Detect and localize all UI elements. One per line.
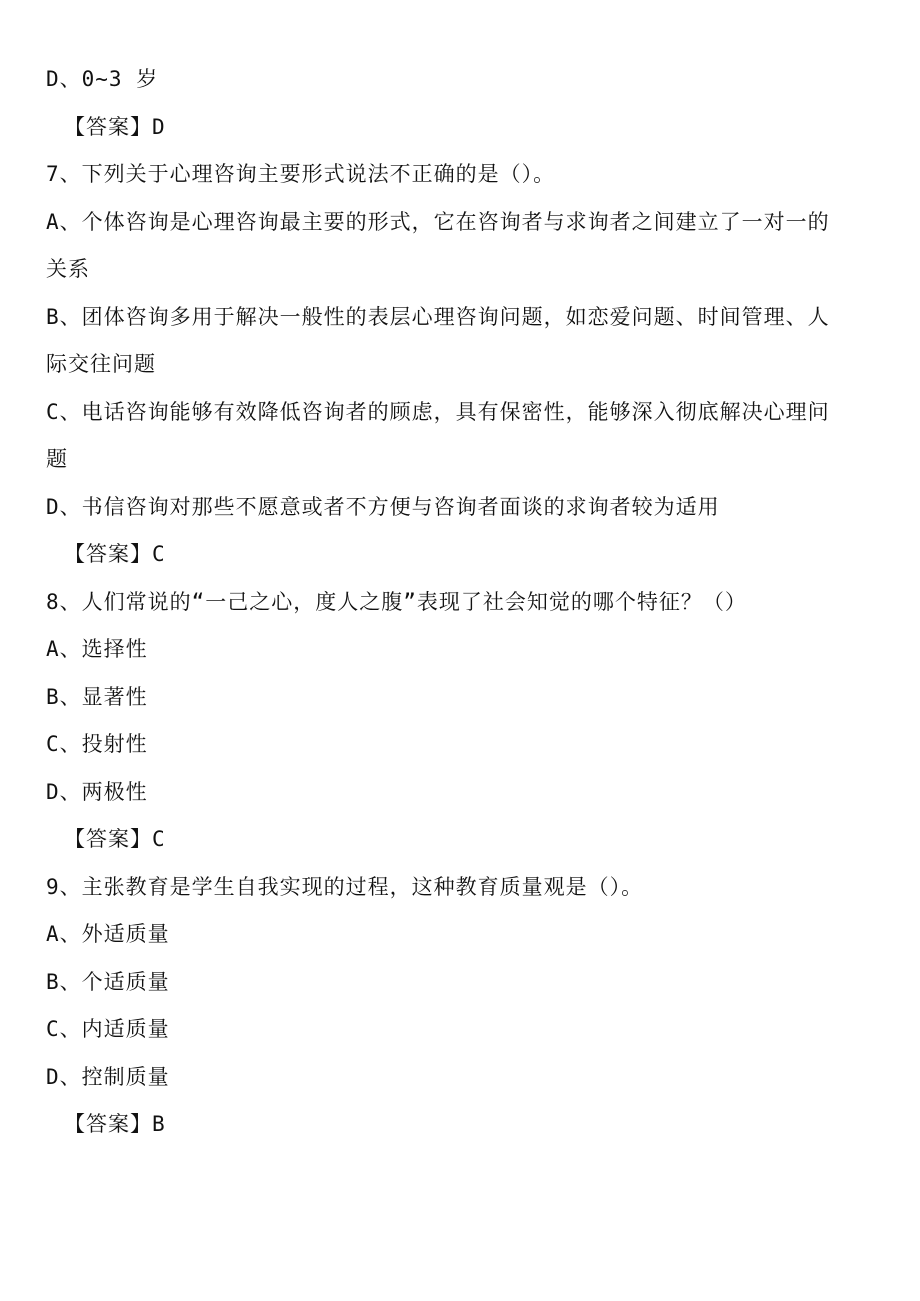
option-line: C、内适质量 — [46, 1017, 170, 1041]
question-line: 7、下列关于心理咨询主要形式说法不正确的是（）。 — [46, 162, 556, 186]
option-line-continuation: 题 — [46, 447, 68, 471]
question-line: 9、主张教育是学生自我实现的过程，这种教育质量观是（）。 — [46, 875, 644, 899]
option-line: A、选择性 — [46, 637, 148, 661]
option-line: C、投射性 — [46, 732, 148, 756]
option-line: D、控制质量 — [46, 1065, 170, 1089]
answer-line: 【答案】C — [64, 542, 166, 566]
option-line: B、团体咨询多用于解决一般性的表层心理咨询问题，如恋爱问题、时间管理、人 — [46, 305, 830, 329]
option-line: D、0~3 岁 — [46, 67, 159, 91]
option-line: C、电话咨询能够有效降低咨询者的顾虑，具有保密性，能够深入彻底解决心理问 — [46, 400, 830, 424]
option-line-continuation: 关系 — [46, 257, 90, 281]
option-line: D、两极性 — [46, 780, 148, 804]
answer-line: 【答案】D — [64, 115, 166, 139]
option-line: B、显著性 — [46, 685, 148, 709]
option-line: A、个体咨询是心理咨询最主要的形式，它在咨询者与求询者之间建立了一对一的 — [46, 210, 830, 234]
option-line-continuation: 际交往问题 — [46, 352, 156, 376]
option-line: A、外适质量 — [46, 922, 170, 946]
answer-line: 【答案】C — [64, 827, 166, 851]
answer-line: 【答案】B — [64, 1112, 166, 1136]
option-line: B、个适质量 — [46, 970, 170, 994]
option-line: D、书信咨询对那些不愿意或者不方便与咨询者面谈的求询者较为适用 — [46, 495, 720, 519]
question-line: 8、人们常说的“一己之心，度人之腹”表现了社会知觉的哪个特征？（） — [46, 590, 747, 614]
